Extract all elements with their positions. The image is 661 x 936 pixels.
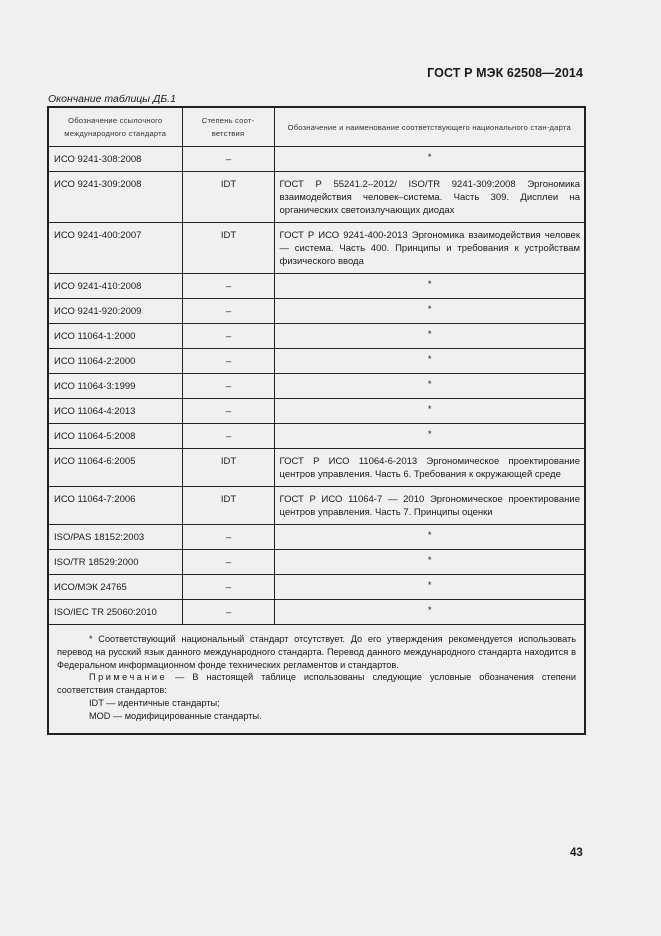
cell-degree: –	[182, 324, 274, 349]
table-row	[48, 449, 585, 487]
table-row	[48, 525, 585, 550]
cell-degree: –	[182, 274, 274, 299]
column-header-national: Обозначение и наименование соответствующего национального стан-дарта	[274, 107, 585, 147]
column-header-degree: Степень соот-ветствия	[182, 107, 274, 147]
cell-degree: –	[182, 299, 274, 324]
cell-ref: ISO/TR 18529:2000	[48, 550, 182, 575]
table-row	[48, 223, 585, 274]
cell-national: *	[274, 274, 585, 299]
cell-degree: IDT	[182, 223, 274, 274]
column-header-ref: Обозначение ссылочного международного стандарта	[48, 107, 182, 147]
cell-national: *	[274, 399, 585, 424]
cell-degree: –	[182, 575, 274, 600]
cell-degree: –	[182, 424, 274, 449]
cell-ref: ISO/PAS 18152:2003	[48, 525, 182, 550]
cell-degree: –	[182, 349, 274, 374]
cell-national: *	[274, 600, 585, 625]
cell-ref: ИСО 9241-309:2008	[48, 172, 182, 223]
cell-ref: ИСО 9241-308:2008	[48, 147, 182, 172]
note-text: — В настоящей таблице использованы следующие условные обозначения степени соответствия стандартов:	[57, 672, 576, 696]
table-row	[48, 600, 585, 625]
cell-ref: ИСО 9241-400:2007	[48, 223, 182, 274]
standards-table	[47, 106, 586, 735]
table-row	[48, 324, 585, 349]
page-number: 43	[570, 847, 583, 859]
table-row	[48, 424, 585, 449]
table-row	[48, 274, 585, 299]
cell-degree: –	[182, 399, 274, 424]
cell-degree: –	[182, 600, 274, 625]
footnote-note	[57, 671, 576, 697]
cell-degree: –	[182, 147, 274, 172]
table-row	[48, 299, 585, 324]
table-row	[48, 575, 585, 600]
cell-degree: –	[182, 374, 274, 399]
cell-national: ГОСТ Р ИСО 11064-6-2013 Эргономическое проектирование центров управления. Часть 6. Требования к окружающей среде	[274, 449, 585, 487]
table-row	[48, 147, 585, 172]
footnote-cell	[48, 625, 585, 734]
footnote-star-note: * Соответствующий национальный стандарт отсутствует. До его утверждения рекомендуется использовать перевод на русский язык данного международного стандарта. Перевод данного международного стандарта находится в Федеральном информационном фонде технических регламентов и стандартов.	[57, 634, 576, 670]
footnote-mod: MOD — модифицированные стандарты.	[89, 710, 262, 721]
cell-national: ГОСТ Р ИСО 11064-7 — 2010 Эргономическое проектирование центров управления. Часть 7. Принципы оценки	[274, 487, 585, 525]
cell-national: *	[274, 349, 585, 374]
cell-ref: ИСО/МЭК 24765	[48, 575, 182, 600]
cell-ref: ИСО 11064-5:2008	[48, 424, 182, 449]
cell-ref: ИСО 9241-920:2009	[48, 299, 182, 324]
cell-national: *	[274, 550, 585, 575]
cell-ref: ИСО 11064-6:2005	[48, 449, 182, 487]
table-row	[48, 349, 585, 374]
document-header-title: ГОСТ Р МЭК 62508—2014	[427, 66, 583, 80]
cell-degree: –	[182, 550, 274, 575]
cell-ref: ИСО 11064-3:1999	[48, 374, 182, 399]
cell-national: *	[274, 324, 585, 349]
table-caption: Окончание таблицы ДБ.1	[48, 93, 176, 105]
cell-national: *	[274, 525, 585, 550]
cell-ref: ISO/IEC TR 25060:2010	[48, 600, 182, 625]
cell-ref: ИСО 11064-4:2013	[48, 399, 182, 424]
table-row	[48, 374, 585, 399]
footnote-row	[48, 625, 585, 734]
cell-national: ГОСТ Р ИСО 9241-400-2013 Эргономика взаимодействия человек — система. Часть 400. Принципы и требования к устройствам физического ввода	[274, 223, 585, 274]
cell-ref: ИСО 11064-1:2000	[48, 324, 182, 349]
cell-degree: –	[182, 525, 274, 550]
cell-degree: IDT	[182, 172, 274, 223]
cell-national: ГОСТ Р 55241.2–2012/ ISO/TR 9241-309:2008 Эргономика взаимодействия человек–система. Часть 309. Дисплеи на органических светоизлучающих диодах	[274, 172, 585, 223]
cell-national: *	[274, 424, 585, 449]
cell-degree: IDT	[182, 449, 274, 487]
cell-national: *	[274, 374, 585, 399]
cell-national: *	[274, 299, 585, 324]
table-row	[48, 399, 585, 424]
cell-degree: IDT	[182, 487, 274, 525]
cell-national: *	[274, 147, 585, 172]
table-row	[48, 550, 585, 575]
cell-ref: ИСО 9241-410:2008	[48, 274, 182, 299]
cell-ref: ИСО 11064-7:2006	[48, 487, 182, 525]
table-row	[48, 172, 585, 223]
footnote-idt: IDT — идентичные стандарты;	[89, 697, 220, 708]
cell-ref: ИСО 11064-2:2000	[48, 349, 182, 374]
note-label: Примечание	[89, 672, 168, 683]
cell-national: *	[274, 575, 585, 600]
table-header-row	[48, 107, 585, 147]
table-row	[48, 487, 585, 525]
